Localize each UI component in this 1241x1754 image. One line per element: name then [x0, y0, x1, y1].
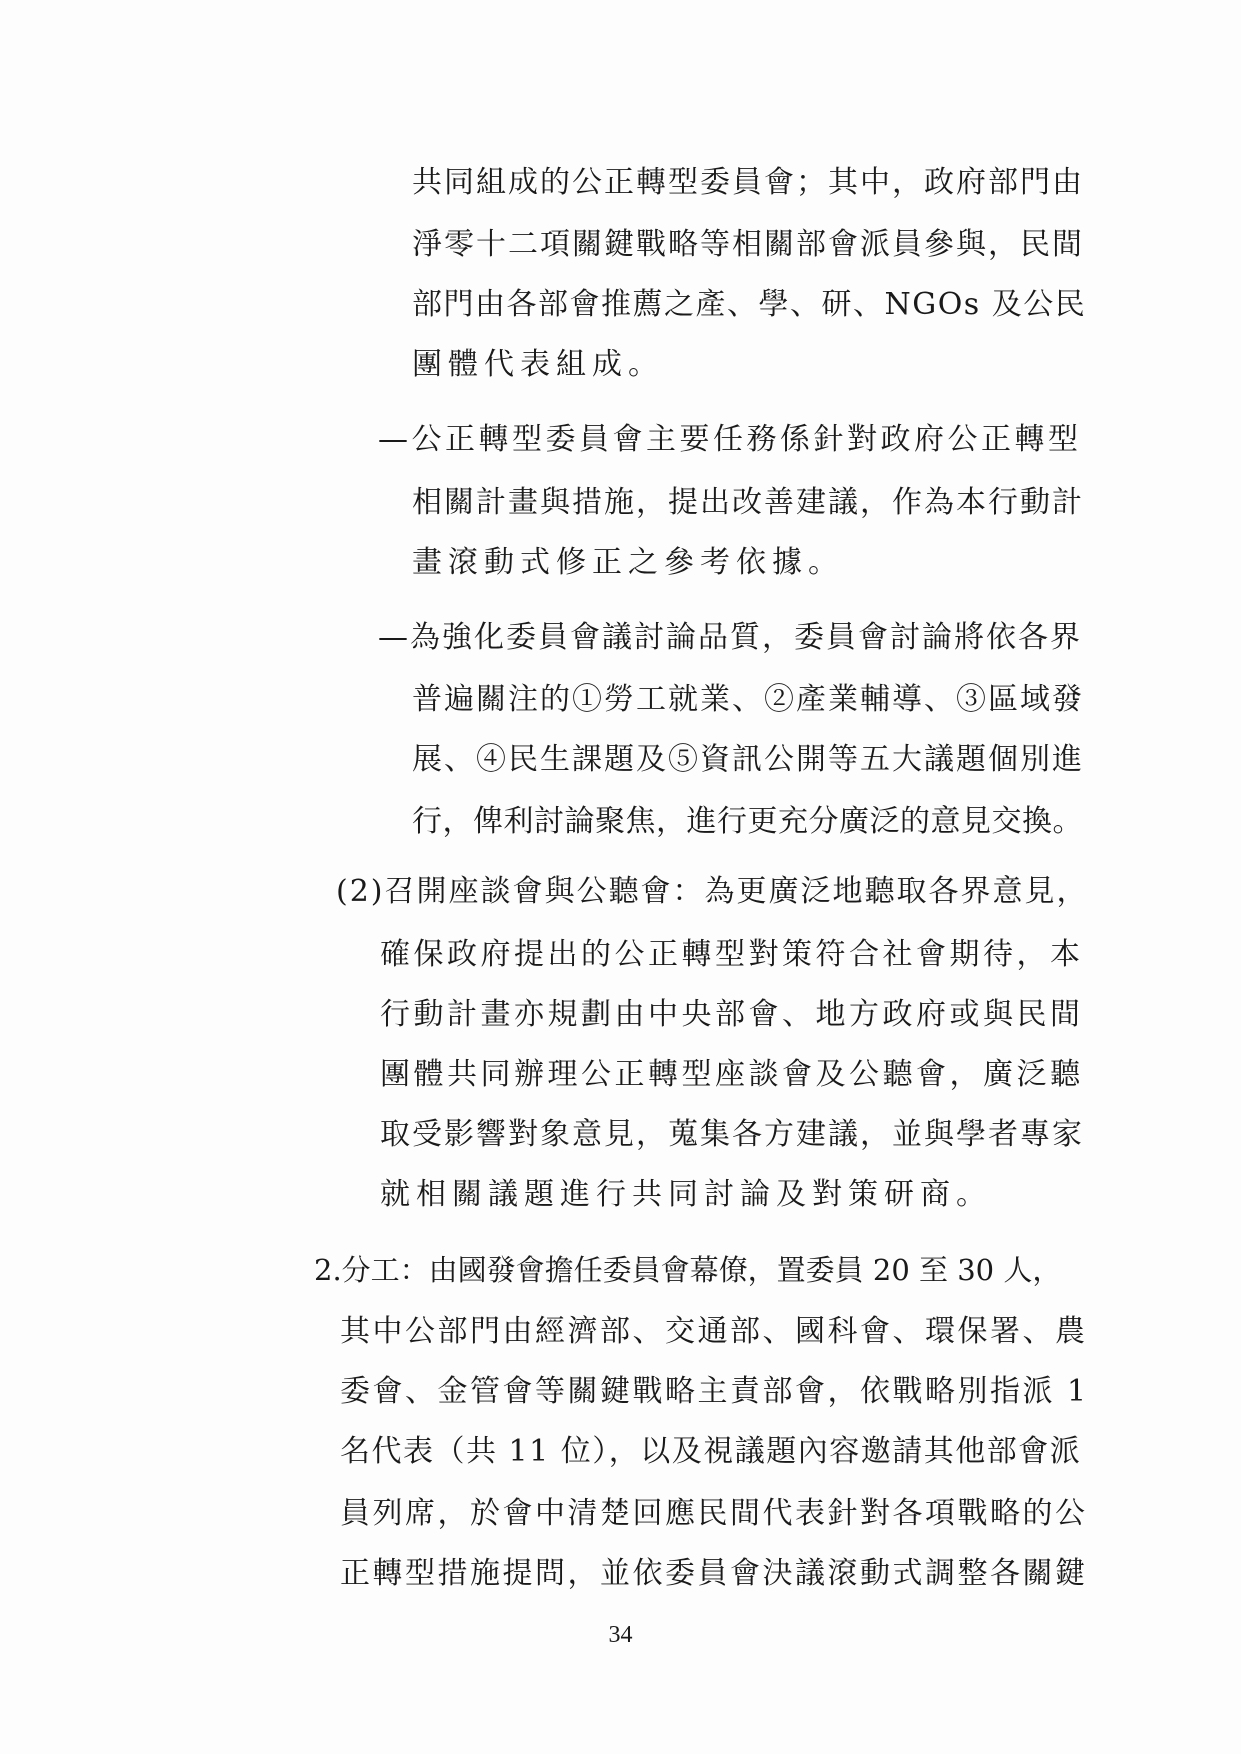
- paragraph-line: 畫滾動式修正之參考依據。: [412, 545, 844, 580]
- paragraph-line: 名代表（共 11 位），以及視議題內容邀請其他部會派: [340, 1434, 1082, 1469]
- paragraph-line: 團體共同辦理公正轉型座談會及公聽會，廣泛聽: [380, 1057, 1084, 1092]
- paragraph-line: 行動計畫亦規劃由中央部會、地方政府或與民間: [380, 997, 1084, 1032]
- paragraph-line: 淨零十二項關鍵戰略等相關部會派員參與，民間: [412, 227, 1084, 262]
- paragraph-line: 部門由各部會推薦之產、學、研、NGOs 及公民: [412, 287, 1087, 322]
- paragraph-line: 其中公部門由經濟部、交通部、國科會、環保署、農: [340, 1314, 1088, 1349]
- paragraph-line: 委會、金管會等關鍵戰略主責部會，依戰略別指派 1: [340, 1374, 1089, 1409]
- paragraph-line: 行，俾利討論聚焦，進行更充分廣泛的意見交換。: [412, 804, 1083, 839]
- paragraph-line: 團體代表組成。: [412, 347, 664, 382]
- paragraph-line: 普遍關注的①勞工就業、②產業輔導、③區域發: [412, 682, 1084, 717]
- paragraph-line: 展、④民生課題及⑤資訊公開等五大議題個別進: [412, 742, 1084, 777]
- paragraph-line: 共同組成的公正轉型委員會；其中，政府部門由: [412, 165, 1084, 200]
- numbered-item-line: (2)召開座談會與公聽會：為更廣泛地聽取各界意見，: [336, 874, 1089, 909]
- paragraph-line: 確保政府提出的公正轉型對策符合社會期待，本: [380, 937, 1084, 972]
- paragraph-line: 相關計畫與措施，提出改善建議，作為本行動計: [412, 485, 1084, 520]
- page-number: 34: [608, 1622, 633, 1648]
- paragraph-line: 取受影響對象意見，蒐集各方建議，並與學者專家: [380, 1117, 1084, 1152]
- bullet-line: —為強化委員會議討論品質，委員會討論將依各界: [378, 620, 1082, 655]
- numbered-item-line: 2.分工：由國發會擔任委員會幕僚，置委員 20 至 30 人，: [314, 1253, 1062, 1287]
- paragraph-line: 員列席，於會中清楚回應民間代表針對各項戰略的公: [340, 1496, 1088, 1531]
- paragraph-line: 正轉型措施提問，並依委員會決議滾動式調整各關鍵: [340, 1556, 1088, 1591]
- paragraph-line: 就相關議題進行共同討論及對策研商。: [380, 1177, 992, 1212]
- bullet-line: —公正轉型委員會主要任務係針對政府公正轉型: [378, 422, 1082, 457]
